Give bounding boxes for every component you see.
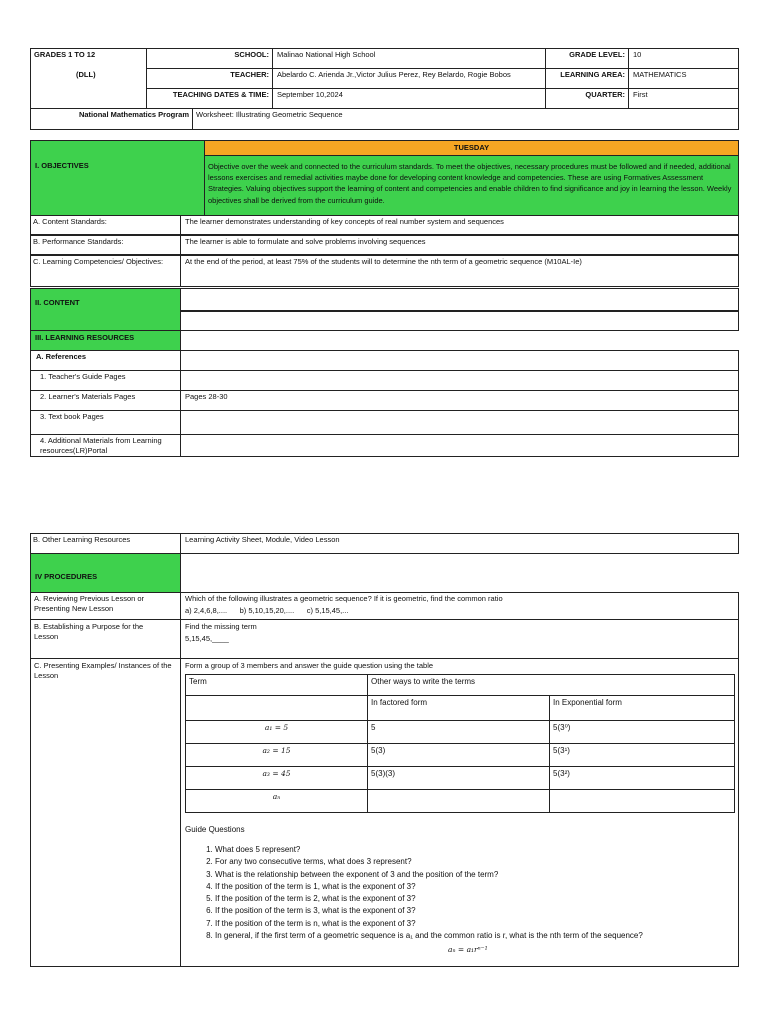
worksheet-label: Worksheet: Illustrating Geometric Sequence — [196, 110, 343, 119]
table-row — [186, 790, 735, 813]
guide-question: 8. In general, if the first term of a geometric sequence is a₁ and the common ratio is r, what is the nth term of the sequence? — [215, 930, 735, 942]
factored-cell: 5(3) — [368, 744, 550, 767]
guide-question: 2. For any two consecutive terms, what does 3 represent? — [215, 856, 735, 868]
guide-question: 6. If the position of the term is 3, what is the exponent of 3? — [215, 905, 735, 917]
additional-materials-label: 4. Additional Materials from Learning resources(LR)Portal — [40, 436, 162, 455]
guide-question: 3. What is the relationship between the exponent of 3 and the position of the term? — [215, 869, 735, 881]
grades-label: GRADES 1 TO 12 — [34, 50, 96, 59]
program-label: National Mathematics Program — [78, 110, 189, 119]
learning-area-label: LEARNING AREA: — [560, 70, 625, 79]
guide-questions — [185, 844, 735, 942]
textbook-label: 3. Text book Pages — [40, 412, 104, 421]
content-std-label: A. Content Standards: — [33, 217, 107, 226]
learning-area-value: MATHEMATICS — [633, 70, 687, 79]
learners-materials-value: Pages 28-30 — [185, 392, 228, 401]
learners-materials-label: 2. Learner's Materials Pages — [40, 392, 136, 401]
other-resources-label: B. Other Learning Resources — [33, 535, 131, 544]
nth-term-formula: aₙ = a₁rⁿ⁻¹ — [448, 945, 488, 954]
factored-cell: 5 — [368, 721, 550, 744]
other-resources-value: Learning Activity Sheet, Module, Video Lesson — [185, 535, 340, 544]
references-label: A. References — [36, 352, 87, 361]
factored-cell: 5(3)(3) — [368, 767, 550, 790]
quarter-value: First — [633, 90, 648, 99]
factored-header: In factored form — [368, 696, 550, 721]
dll-label: (DLL) — [76, 70, 96, 79]
objectives-text: Objective over the week and connected to the curriculum standards. To meet the objectives, necessary procedures must be followed and if needed, additional lessons exercises and remedial activities maybe done for developing content knowledge and competencies. These are using Formatives Assessment Strategies. Valuing objectives support the learning of content and competencies and enable children to find significance and joy in learning the lesson. Weekly objectives shall be derived from the curriculum guide. — [204, 155, 739, 216]
table-row — [186, 721, 735, 744]
dates-value: September 10,2024 — [277, 90, 343, 99]
purpose-text: Find the missing term — [185, 622, 257, 631]
purpose-sequence: 5,15,45,____ — [185, 634, 229, 643]
reviewing-options: a) 2,4,6,8,.... b) 5,10,15,20,.... c) 5,15,45,... — [185, 606, 349, 615]
perf-std-value: The learner is able to formulate and solve problems involving sequences — [185, 237, 426, 246]
purpose-label: B. Establishing a Purpose for the Lesson — [34, 622, 144, 641]
table-row — [186, 767, 735, 790]
exponential-cell: 5(3¹) — [550, 744, 735, 767]
guide-question: 4. If the position of the term is 1, what is the exponent of 3? — [215, 881, 735, 893]
exponential-header: In Exponential form — [550, 696, 735, 721]
procedures-title: IV PROCEDURES — [30, 553, 181, 593]
term-cell: aₙ — [186, 790, 368, 813]
teachers-guide-label: 1. Teacher's Guide Pages — [40, 372, 126, 381]
presenting-text: Form a group of 3 members and answer the guide question using the table — [185, 661, 434, 670]
exponential-cell: 5(3⁰) — [550, 721, 735, 744]
objectives-title: I. OBJECTIVES — [30, 140, 205, 216]
quarter-label: QUARTER: — [585, 90, 625, 99]
school-label: SCHOOL: — [234, 50, 269, 59]
term-cell: a₁ = 5 — [186, 721, 368, 744]
guide-question: 1. What does 5 represent? — [215, 844, 735, 856]
competencies-label: C. Learning Competencies/ Objectives: — [33, 257, 164, 266]
table-row — [186, 744, 735, 767]
grade-level-label: GRADE LEVEL: — [569, 50, 625, 59]
reviewing-label: A. Reviewing Previous Lesson or Presenting New Lesson — [34, 594, 145, 613]
reviewing-text: Which of the following illustrates a geometric sequence? If it is geometric, find the common ratio — [185, 594, 503, 603]
guide-title: Guide Questions — [185, 825, 245, 834]
teacher-label: TEACHER: — [230, 70, 269, 79]
perf-std-label: B. Performance Standards: — [33, 237, 124, 246]
competencies-value: At the end of the period, at least 75% of the students will to determine the nth term of a geometric sequence (M10AL-Ie) — [185, 257, 582, 266]
grade-level-value: 10 — [633, 50, 642, 59]
school-value: Malinao National High School — [277, 50, 376, 59]
presenting-label: C. Presenting Examples/ Instances of the Lesson — [34, 661, 172, 680]
guide-question: 5. If the position of the term is 2, what is the exponent of 3? — [215, 893, 735, 905]
other-ways-header: Other ways to write the terms — [368, 675, 735, 696]
term-cell: a₃ = 45 — [186, 767, 368, 790]
exponential-cell — [550, 790, 735, 813]
term-cell: a₂ = 15 — [186, 744, 368, 767]
term-header: Term — [186, 675, 368, 696]
factored-cell — [368, 790, 550, 813]
dates-label: TEACHING DATES & TIME: — [172, 90, 269, 99]
resources-title: III. LEARNING RESOURCES — [30, 330, 181, 351]
terms-table — [185, 674, 735, 813]
content-title: II. CONTENT — [30, 288, 181, 331]
exponential-cell: 5(3²) — [550, 767, 735, 790]
day-header: TUESDAY — [204, 140, 739, 156]
teacher-value: Abelardo C. Arienda Jr.,Victor Julius Perez, Rey Belardo, Rogie Bobos — [277, 70, 511, 79]
guide-question: 7. If the position of the term is n, what is the exponent of 3? — [215, 918, 735, 930]
content-std-value: The learner demonstrates understanding of key concepts of real number system and sequences — [185, 217, 504, 226]
